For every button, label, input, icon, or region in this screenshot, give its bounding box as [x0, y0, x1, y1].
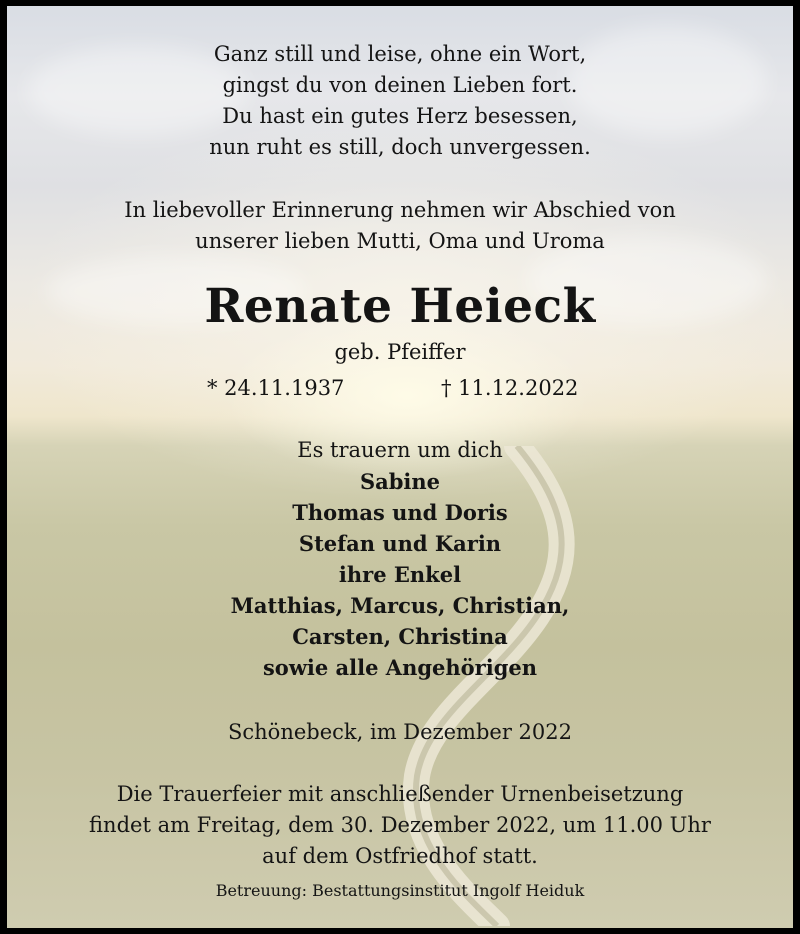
place-date: Schönebeck, im Dezember 2022	[228, 720, 572, 744]
mourners	[7, 435, 793, 683]
mourner-name: Sabine	[359, 469, 441, 494]
maiden-name: geb. Pfeiffer	[334, 340, 466, 364]
poem	[7, 39, 793, 163]
poem-line: gingst du von deinen Lieben fort.	[222, 73, 578, 97]
life-dates	[7, 372, 793, 404]
poem-line: nun ruht es still, doch unvergessen.	[209, 135, 591, 159]
mourner-name: Carsten, Christina	[292, 624, 508, 649]
mourner-name: Matthias, Marcus, Christian,	[230, 593, 570, 618]
intro-line: unserer lieben Mutti, Oma und Uroma	[195, 229, 605, 253]
poem-line: Du hast ein gutes Herz besessen,	[222, 104, 578, 128]
mourners-intro: Es trauern um dich	[297, 438, 503, 462]
deceased-name: Renate Heieck	[204, 279, 596, 334]
birth-date: * 24.11.1937	[207, 376, 345, 400]
intro-line: In liebevoller Erinnerung nehmen wir Abschied von	[124, 198, 676, 222]
notice-content	[7, 6, 793, 928]
poem-line: Ganz still und leise, ohne ein Wort,	[213, 42, 587, 66]
obituary-notice	[7, 6, 793, 928]
death-date: † 11.12.2022	[441, 376, 579, 400]
funeral-info	[7, 779, 793, 872]
funeral-line: findet am Freitag, dem 30. Dezember 2022, um 11.00 Uhr	[89, 813, 711, 837]
funeral-line: auf dem Ostfriedhof statt.	[262, 844, 538, 868]
intro-text	[7, 195, 793, 257]
funeral-line: Die Trauerfeier mit anschließender Urnenbeisetzung	[116, 782, 684, 806]
mourner-name: ihre Enkel	[338, 562, 462, 587]
funeral-home-credit: Betreuung: Bestattungsinstitut Ingolf Heiduk	[215, 881, 585, 900]
mourner-name: Thomas und Doris	[292, 500, 508, 525]
mourner-name: sowie alle Angehörigen	[262, 655, 538, 680]
mourner-name: Stefan und Karin	[298, 531, 502, 556]
